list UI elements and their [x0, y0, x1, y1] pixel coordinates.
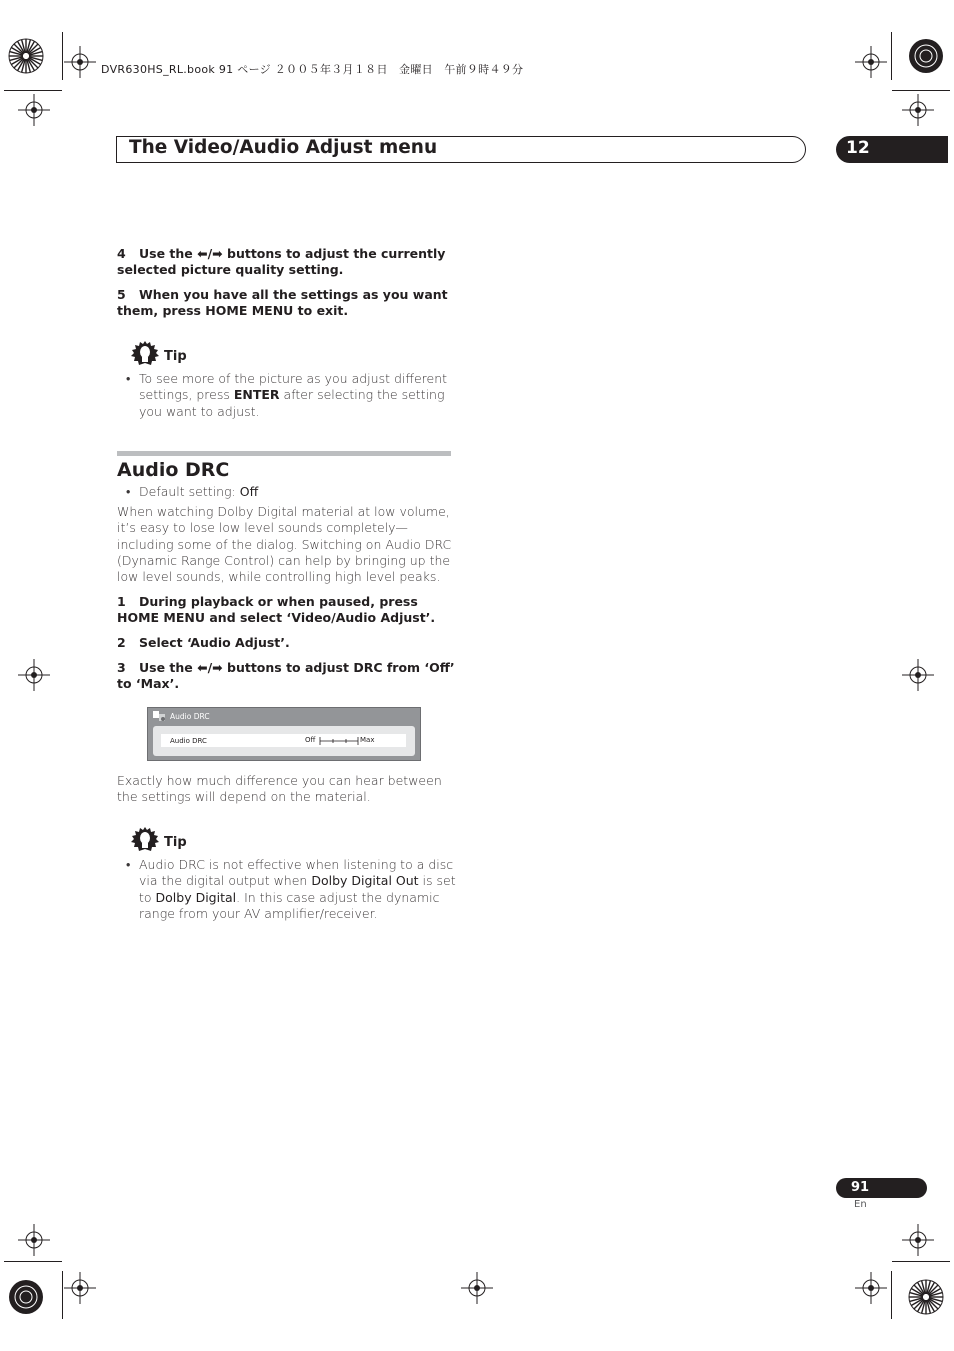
osd-min-label: Off — [305, 736, 316, 744]
osd-titlebar — [148, 708, 420, 725]
step-5: 5 When you have all the settings as you want them, press HOME MENU to exit. — [117, 287, 448, 318]
tip-label: Tip — [164, 349, 187, 364]
crosshair-mark — [902, 1224, 934, 1256]
starburst-mark-top-right — [908, 38, 944, 74]
crosshair-mark — [902, 94, 934, 126]
chapter-number: 12 — [846, 138, 870, 158]
crosshair-mark — [461, 1272, 493, 1304]
step-1: 1 During playback or when paused, press HOME MENU and select ‘Video/Audio Adjust’. — [117, 594, 436, 625]
after-osd-text: Exactly how much difference you can hear between the settings will depend on the material. — [117, 773, 442, 805]
default-setting: • Default setting: Off — [117, 484, 457, 500]
step-2: 2 Select ‘Audio Adjust’. — [117, 635, 290, 650]
starburst-mark-top-left — [8, 38, 44, 74]
osd-row-label: Audio DRC — [170, 737, 207, 745]
osd-screen — [147, 707, 421, 761]
osd-max-label: Max — [360, 736, 375, 744]
page-language: En — [854, 1199, 867, 1210]
section-description: When watching Dolby Digital material at low volume, it’s easy to lose low level sounds completely—including some of the dialog. Switching on Audio DRC (Dynamic Range Control) can help by bringing up the low level sounds, while controlling high level peaks. — [117, 504, 452, 585]
tip-text: • To see more of the picture as you adjust different settings, press ENTER after selecting the setting you want to adjust. — [117, 371, 457, 420]
file-info-line: DVR630HS_RL.book 91 ページ ２００５年３月１８日 金曜日 午前９時４９分 — [101, 63, 524, 76]
section-rule — [117, 451, 451, 456]
tip-text: • Audio DRC is not effective when listening to a disc via the digital output when Dolby Digital Out is set to Dolby Digital. In this case adjust the dynamic range from your AV amplifier/receiver. — [117, 857, 457, 922]
chapter-title: The Video/Audio Adjust menu — [129, 137, 438, 158]
lightbulb-icon — [130, 826, 160, 854]
audio-adjust-icon — [153, 711, 167, 722]
crosshair-mark — [855, 1272, 887, 1304]
osd-panel — [153, 726, 415, 756]
section-heading: Audio DRC — [117, 459, 230, 481]
lightbulb-icon — [130, 340, 160, 368]
starburst-mark-bottom-left — [8, 1279, 44, 1315]
step-3: 3 Use the ⬅/➡ buttons to adjust DRC from ‘Off’ to ‘Max’. — [117, 660, 455, 691]
starburst-mark-bottom-right — [908, 1279, 944, 1315]
step-4: 4 Use the ⬅/➡ buttons to adjust the currently selected picture quality setting. — [117, 246, 446, 277]
osd-setting-row[interactable] — [161, 734, 406, 747]
tip-label: Tip — [164, 835, 187, 850]
crosshair-mark — [18, 659, 50, 691]
page-number: 91 — [851, 1180, 870, 1195]
crosshair-mark — [64, 46, 96, 78]
left-right-arrows-icon: ⬅/➡ — [197, 660, 223, 675]
drc-slider[interactable] — [319, 737, 359, 745]
page-number-tab — [836, 1178, 927, 1198]
crosshair-mark — [18, 1224, 50, 1256]
crosshair-mark — [18, 94, 50, 126]
crosshair-mark — [855, 46, 887, 78]
crosshair-mark — [64, 1272, 96, 1304]
left-right-arrows-icon: ⬅/➡ — [197, 246, 223, 261]
osd-title: Audio DRC — [170, 712, 210, 721]
crosshair-mark — [902, 659, 934, 691]
